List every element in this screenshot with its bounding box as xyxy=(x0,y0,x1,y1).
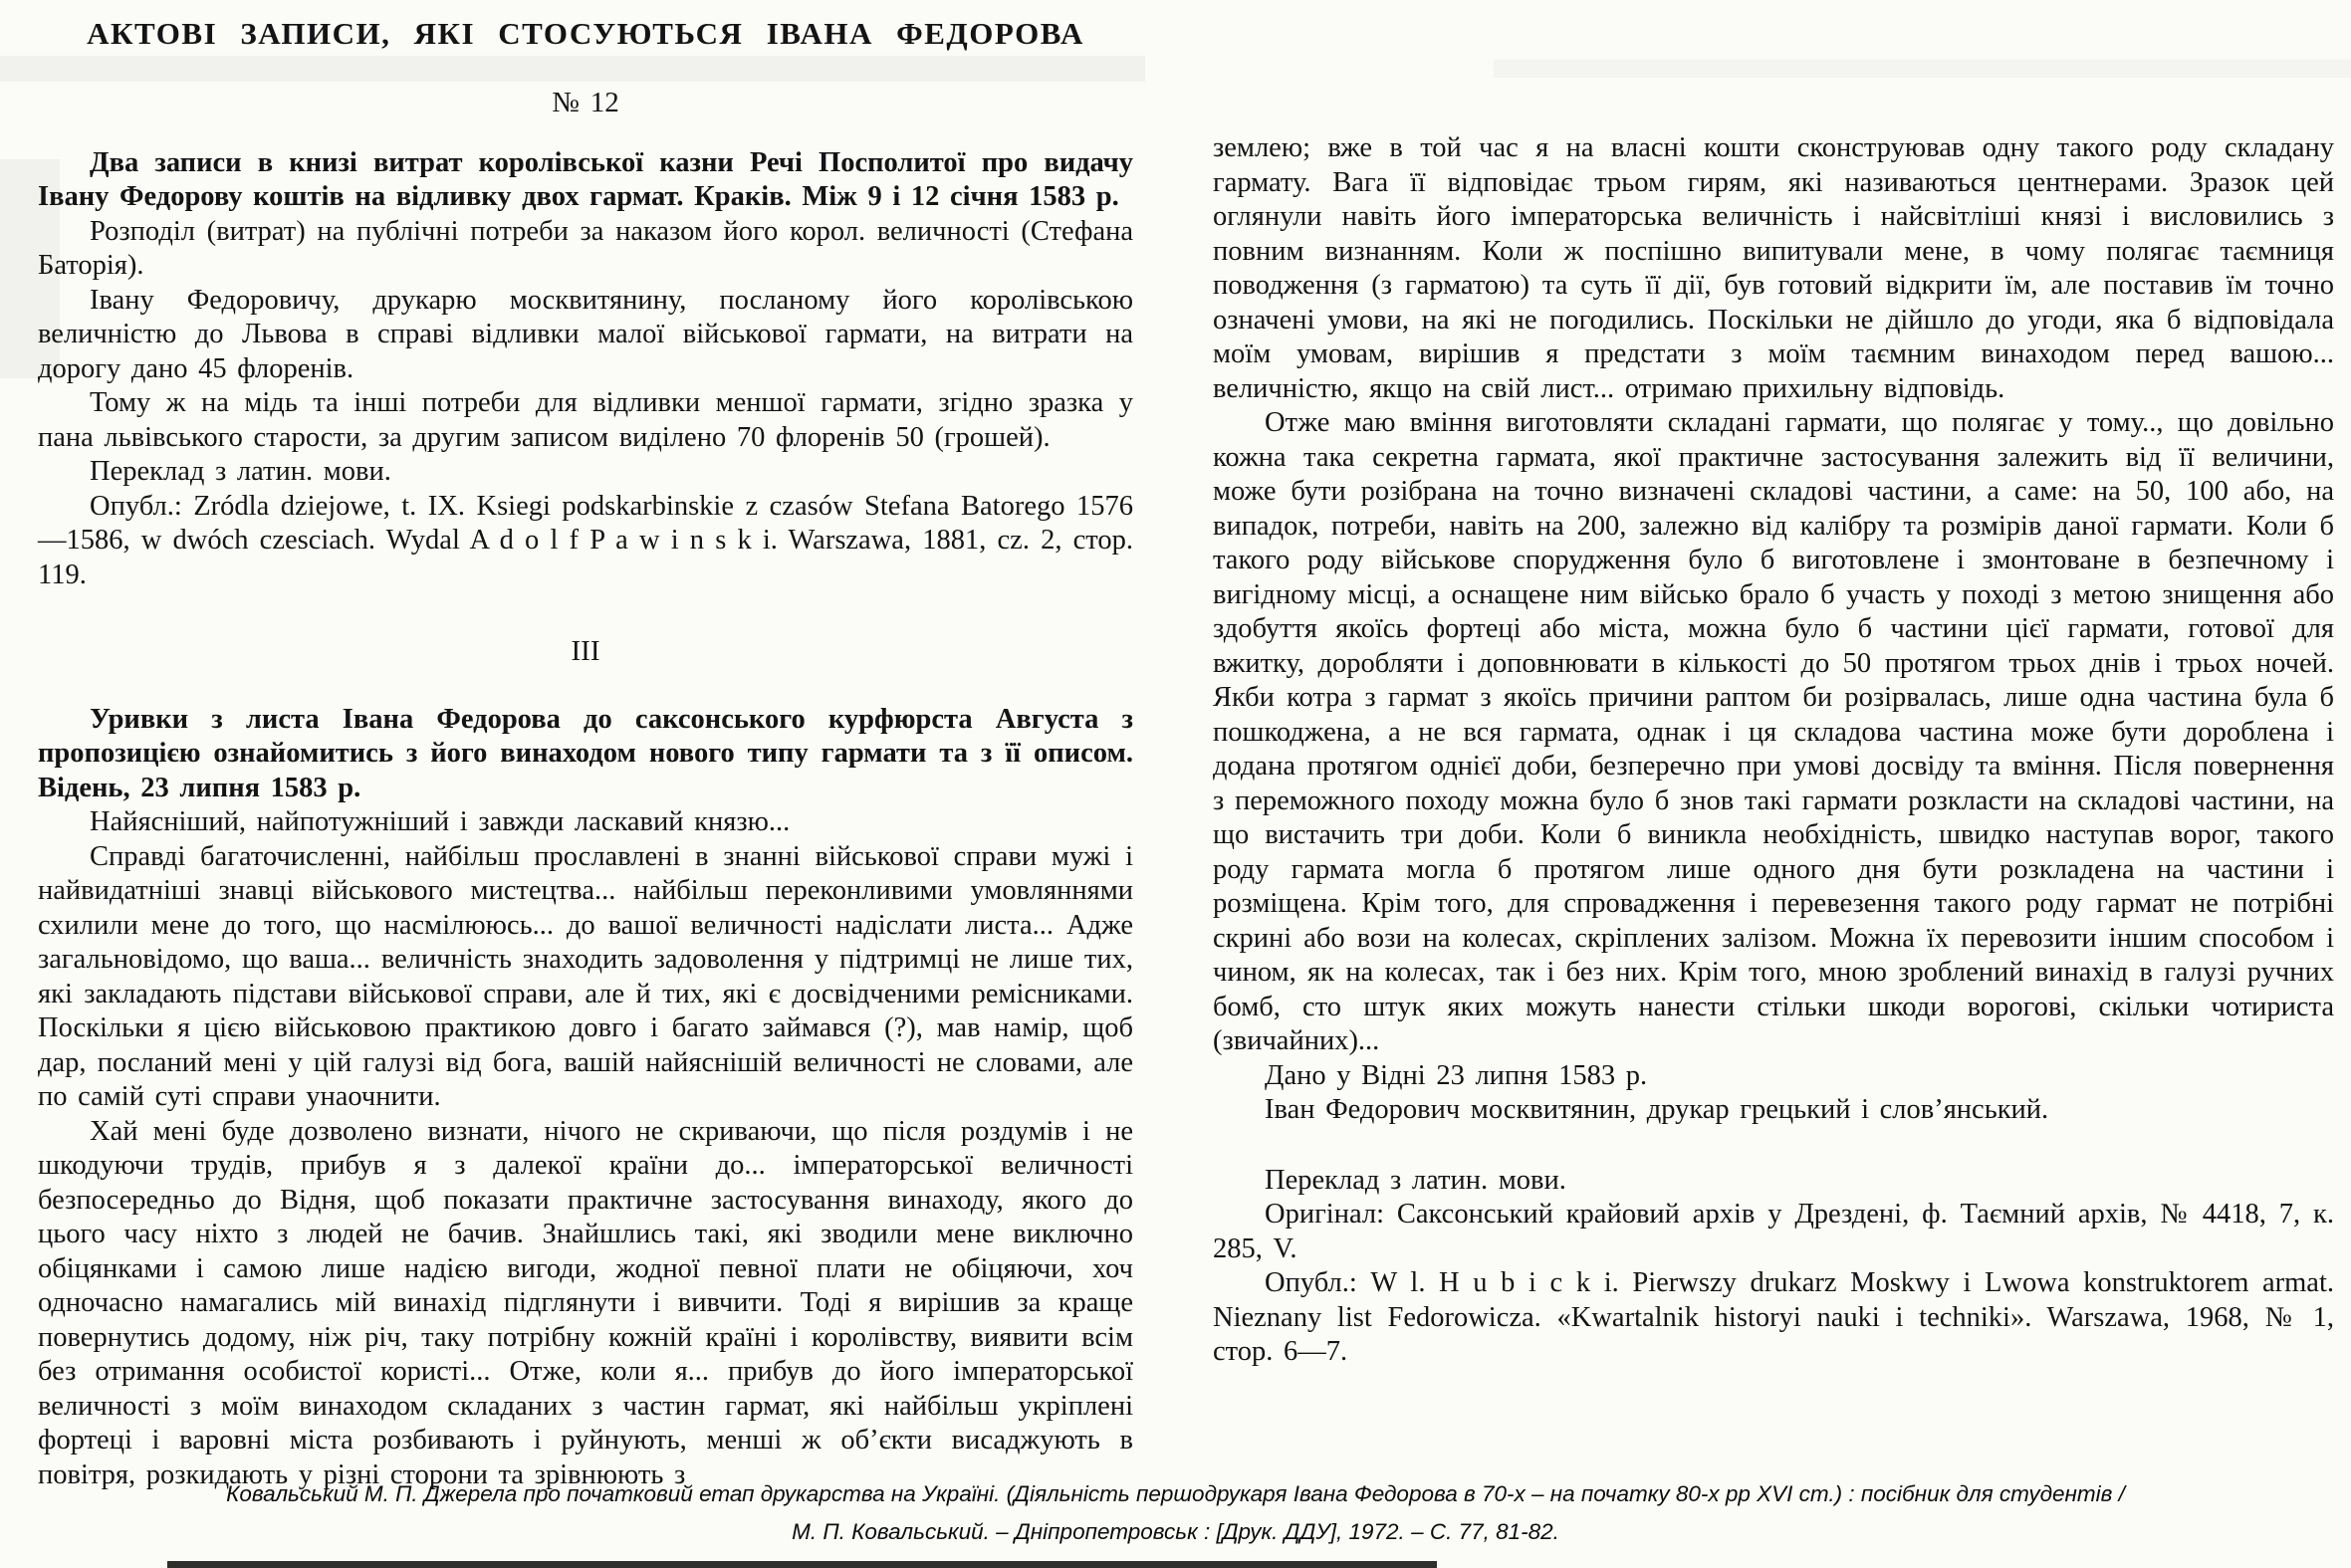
left-column xyxy=(38,86,1133,1492)
citation-line-2: М. П. Ковальський. – Дніпропетровськ : [Друк. ДДУ], 1972. – С. 77, 81-82. xyxy=(792,1519,1559,1544)
doc3-heading: III xyxy=(571,635,600,667)
citation-line-1: Ковальський М. П. Джерела про початковий етап друкарства на Україні. (Діяльність першодрукаря Івана Федорова в 70-х – на початку 80-х рр XVI ст.) : посібник для студентів / xyxy=(226,1481,2125,1506)
doc12-regest: Два записи в книзі витрат королівської казни Речі Посполитої про видачу Івану Федорову коштів на відливку двох гармат. Краків. Між 9 і 12 січня 1583 р. xyxy=(38,146,1133,212)
doc3-translation-note: Переклад з латин. мови. xyxy=(1265,1164,1566,1196)
doc3-para-1: Справді багаточисленні, найбільш прославлені в знанні військової справи мужі і найвидатніші знавці військового мистецтва... найбільш переконливими умовляннями схилили мене до того, що насмілююсь... до вашої величності надіслати листа... Адже загальновідомо, що ваша... величність знаходить задоволення у підтримці не лише тих, які закладають підстави військової справи, але й тих, які є досвідченими ремісниками. Поскільки я цією військовою практикою довго і багато займався (?), мав намір, щоб дар, посланий мені у цій галузі від бога, вашій найяснішій величності не словами, але по самій суті справи унаочнити. xyxy=(38,840,1133,1112)
scan-edge-shadow xyxy=(167,1561,1437,1568)
page-title: АКТОВІ ЗАПИСИ, ЯКІ СТОСУЮТЬСЯ ІВАНА ФЕДОРОВА xyxy=(87,16,1084,51)
doc12-para-1: Розподіл (витрат) на публічні потреби за наказом його корол. величності (Стефана Баторія). xyxy=(38,215,1133,281)
scan-artifact xyxy=(0,56,1145,82)
doc3-salutation: Найясніший, найпотужніший і завжди ласкавий князю... xyxy=(90,806,791,837)
doc12-publication: Опубл.: Zródla dziejowe, t. IX. Ksiegi podskarbinskie z czasów Stefana Batorego 1576—1586, w dwóch czesciach. Wydal A d o l f P a w i n s k i. Warszawa, 1881, cz. 2, стор. 119. xyxy=(38,490,1133,590)
doc3-dateline: Дано у Відні 23 липня 1583 р. xyxy=(1265,1059,1648,1091)
doc12-heading: № 12 xyxy=(552,87,619,118)
doc12-para-2: Івану Федоровичу, друкарю москвитянину, посланому його королівською величністю до Львова в справі відливки малої військової гармати, на витрати на дорогу дано 45 флоренів. xyxy=(38,284,1133,384)
scan-artifact xyxy=(1494,60,2351,78)
doc3-signature: Іван Федорович москвитянин, друкар грецький і слов’янський. xyxy=(1265,1094,2049,1125)
doc3-para-4: Отже маю вміння виготовляти складані гармати, що полягає у тому.., що довільно кожна така секретна гармата, якої практичне застосування залежить від її величини, може бути розібрана на точно визначені складові частини, а саме: на 50, 100 або, на випадок, потреби, навіть на 200, залежно від калібру та розмірів даної гармати. Коли б такого роду військове спорудження було б виготовлене і змонтоване в безпечному і вигідному місці, а оснащене ним військо брало б участь у поході з метою знищення або здобуття якоїсь фортеці або міста, можна було б частини цієї гармати, готової для вжитку, доробляти і доповнювати в кількості до 50 протягом трьох днів і трьох ночей. Якби котра з гармат з якоїсь причини раптом би розірвалась, лише одна частина була б пошкоджена, а не вся гармата, однак і ця складова частина може бути дороблена і додана протягом однієї доби, безперечно при умові досвіду та вміння. Після повернення з переможного походу можна було б знов такі гармати розкласти на складові частини, на що вистачить три доби. Коли б виникла необхідність, швидко наступав ворог, такого роду гармата могла б протягом лише одного дня бути розкладена на частини і розміщена. Крім того, для спровадження і перевезення такого роду гармат не потрібні скрині або вози на колесах, скріплених залізом. Можна їх перевозити іншим способом і чином, як на колесах, так і без них. Крім того, мною зроблений винахід в галузі ручних бомб, сто штук яких можуть нанести стільки шкоди ворогові, скільки чотириста (звичайних)... xyxy=(1213,407,2334,1056)
doc3-regest: Уривки з листа Івана Федорова до саксонського курфюрста Августа з пропозицією ознайомитись з його винаходом нового типу гармати та з її описом. Відень, 23 липня 1583 р. xyxy=(38,703,1133,803)
doc3-publication: Опубл.: W l. H u b i c k i. Pierwszy drukarz Moskwy i Lwowa konstruktorem armat. Nieznany list Fedorowicza. «Kwartalnik historyi nauki i techniki». Warszawa, 1968, № 1, стор. 6—7. xyxy=(1213,1267,2334,1367)
doc3-para-3: землею; вже в той час я на власні кошти сконструював одну такого роду складану гармату. Вага її відповідає трьом гирям, які називаються центнерами. Зразок цей оглянули навіть його імператорська величність і найсвітліші князі і висловились з повним визнанням. Коли ж поспішно випитували мене, в чому полягає таємниця поводження (з гарматою) та суть її дії, був готовий відкрити їм, але поставив їм точно означені умови, на які не погодились. Поскільки не дійшло до угоди, яка б відповідала моїм умовам, вирішив я предстати з моїм таємним винаходом перед вашою... величністю, якщо на свій лист... отримаю прихильну відповідь. xyxy=(1213,132,2334,404)
doc3-para-2: Хай мені буде дозволено визнати, нічого не скриваючи, що після роздумів і не шкодуючи трудів, прибув я з далекої країни до... імператорської величності безпосередньо до Відня, щоб показати практичне застосування винаходу, якого до цього часу ніхто з людей не бачив. Знайшлись такі, які зводили мене виключно обіцянками і самою лише надією вигоди, жодної певної плати не обіцяючи, хоч одночасно намагались мій винахід підглянути і вивчити. Тоді я вирішив за краще повернутись додому, ніж річ, таку потрібну кожній країні і королівству, виявити всім без отримання особистої користі... Отже, коли я... прибув до його імператорської величності з моїм винаходом складаних з частин гармат, які найбільш укріплені фортеці і варовні міста розбивають і руйнують, менші ж об’єкти висаджують в повітря, розкидають у різні сторони та зрівнюють з xyxy=(38,1115,1133,1490)
bibliographic-citation xyxy=(0,1475,2351,1551)
right-column xyxy=(1213,131,2334,1370)
doc12-translation-note: Переклад з латин. мови. xyxy=(90,456,391,487)
doc3-original-note: Оригінал: Саксонський крайовий архів у Дрездені, ф. Таємний архів, № 4418, 7, к. 285, V. xyxy=(1213,1199,2334,1264)
doc12-para-3: Тому ж на мідь та інші потреби для відливки меншої гармати, згідно зразка у пана львівського старости, за другим записом виділено 70 флоренів 50 (грошей). xyxy=(38,387,1133,453)
